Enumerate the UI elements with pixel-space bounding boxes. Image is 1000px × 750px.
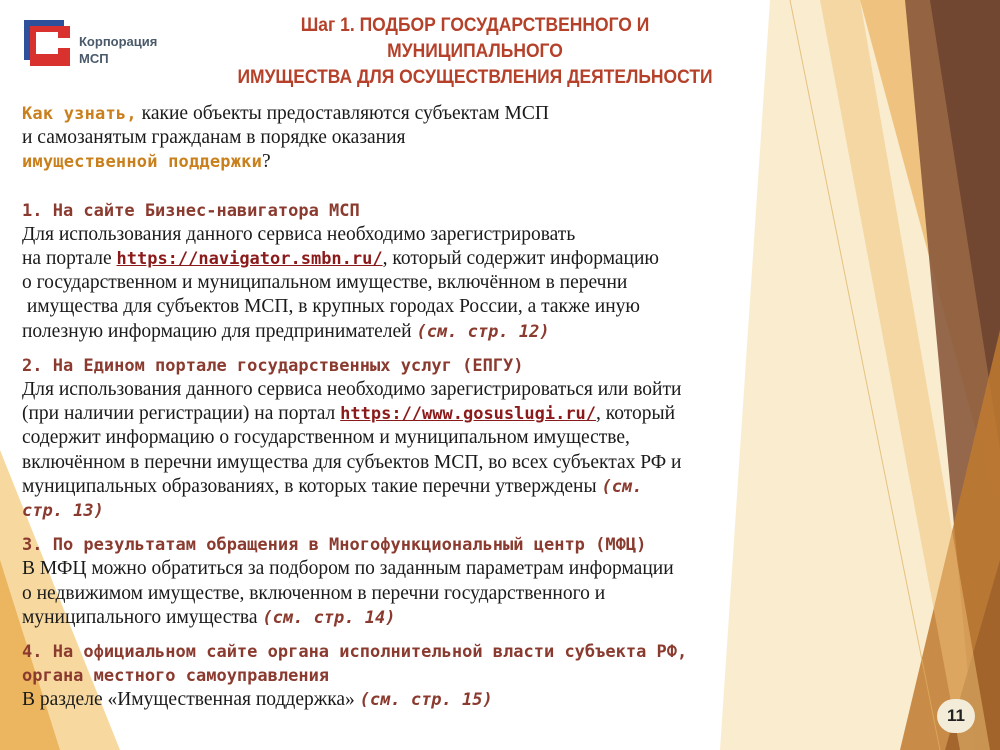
item-2-ref: (см. bbox=[601, 476, 643, 497]
logo-mark-icon bbox=[22, 18, 72, 68]
item-3-heading: 3. По результатам обращения в Многофункциональный центр (МФЦ) bbox=[22, 535, 647, 556]
item-1-heading: 1. На сайте Бизнес-навигатора МСП bbox=[22, 200, 360, 221]
gosuslugi-link[interactable]: https://www.gosuslugi.ru/ bbox=[340, 404, 597, 425]
item-2-text: (при наличии регистрации) на портал bbox=[22, 403, 341, 425]
intro-line3 bbox=[22, 150, 842, 174]
title-line1: Шаг 1. ПОДБОР ГОСУДАРСТВЕННОГО И МУНИЦИПАЛЬНОГО bbox=[300, 15, 650, 62]
logo-line2: МСП bbox=[79, 51, 109, 66]
intro-line2: и самозанятым гражданам в порядке оказания bbox=[22, 127, 406, 149]
page-number: 11 bbox=[937, 699, 975, 733]
intro-line1 bbox=[22, 102, 842, 126]
item-4-line1 bbox=[22, 688, 842, 712]
page-title bbox=[217, 13, 732, 91]
intro-end: ? bbox=[262, 151, 271, 173]
item-1-line3: о государственном и муниципальном имуществе, включённом в перечни bbox=[22, 272, 628, 294]
item-1-line5 bbox=[22, 320, 842, 344]
item-3-ref: (см. стр. 14) bbox=[262, 607, 396, 628]
item-1-ref: (см. стр. 12) bbox=[416, 321, 550, 342]
navigator-link[interactable]: https://navigator.smbn.ru/ bbox=[116, 249, 383, 270]
item-4-heading-2: органа местного самоуправления bbox=[22, 666, 330, 687]
item-2-ref-b: стр. 13) bbox=[22, 501, 104, 522]
logo-line1: Корпорация bbox=[79, 34, 158, 49]
item-4-ref: (см. стр. 15) bbox=[359, 690, 493, 711]
item-3-text: муниципального имущества bbox=[22, 606, 263, 628]
intro-accent-2: имущественной поддержки bbox=[22, 152, 263, 173]
logo bbox=[22, 18, 192, 68]
item-1-text-b: , который содержит информацию bbox=[382, 248, 659, 270]
main-content bbox=[22, 102, 842, 713]
item-3-line3 bbox=[22, 606, 842, 630]
item-2-line3: содержит информацию о государственном и муниципальном имуществе, bbox=[22, 427, 630, 449]
item-2-line4: включённом в перечни имущества для субъектов МСП, во всех субъектах РФ и bbox=[22, 451, 682, 473]
item-2-text-b: , который bbox=[596, 403, 676, 425]
item-2-text-c: муниципальных образованиях, в которых такие перечни утверждены bbox=[22, 475, 602, 497]
item-2-line2 bbox=[22, 402, 842, 426]
item-2-line1: Для использования данного сервиса необходимо зарегистрироваться или войти bbox=[22, 379, 682, 401]
item-1-line4: имущества для субъектов МСП, в крупных городах России, а также иную bbox=[22, 296, 640, 318]
item-4-heading-1: 4. На официальном сайте органа исполнительной власти субъекта РФ, bbox=[22, 642, 688, 663]
item-1-line1: Для использования данного сервиса необходимо зарегистрировать bbox=[22, 223, 576, 245]
intro-accent: Как узнать, bbox=[22, 104, 137, 124]
item-1-text-c: полезную информацию для предпринимателей bbox=[22, 320, 417, 342]
item-3-line1: В МФЦ можно обратиться за подбором по заданным параметрам информации bbox=[22, 558, 674, 580]
item-4-text: В разделе «Имущественная поддержка» bbox=[22, 689, 360, 711]
item-3-line2: о недвижимом имуществе, включенном в перечни государственного и bbox=[22, 582, 606, 604]
item-1-line2 bbox=[22, 247, 842, 271]
intro-text: какие объекты предоставляются субъектам МСП bbox=[136, 103, 549, 124]
title-line2: ИМУЩЕСТВА ДЛЯ ОСУЩЕСТВЛЕНИЯ ДЕЯТЕЛЬНОСТИ bbox=[237, 67, 713, 88]
item-1-text: на портале bbox=[22, 248, 117, 270]
item-2-heading: 2. На Едином портале государственных услуг (ЕПГУ) bbox=[22, 355, 524, 376]
logo-text bbox=[79, 33, 157, 67]
item-2-line6 bbox=[22, 499, 842, 523]
item-2-line5 bbox=[22, 475, 842, 499]
